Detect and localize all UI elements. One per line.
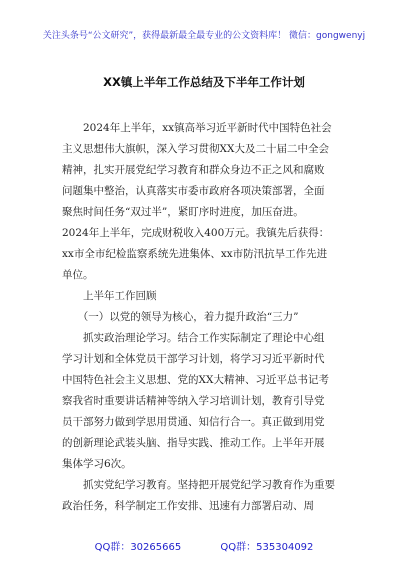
body-line: 中国特色社会主义思想、党的XX大精神、习近平总书记考 xyxy=(62,374,329,386)
document-body xyxy=(62,118,354,517)
body-line: 集体学习6次。 xyxy=(62,458,132,470)
section-heading: 上半年工作回顾 xyxy=(62,290,157,302)
body-line: 员干部努力做到学思用贯通、知信行合一。真正做到用党 xyxy=(62,416,325,428)
body-line: 精神，扎实开展党纪学习教育和群众身边不正之风和腐败 xyxy=(62,164,325,176)
document-title: XX镇上半年工作总结及下半年工作计划 xyxy=(103,75,305,89)
body-line: 抓实政治理论学习。结合工作实际制定了理论中心组 xyxy=(62,332,325,344)
body-line: 抓实党纪学习教育。坚持把开展党纪学习教育作为重要 xyxy=(62,479,335,491)
body-line: xx市全市纪检监察系统先进集体、xx市防汛抗旱工作先进 xyxy=(62,248,328,260)
body-line: 学习计划和全体党员干部学习计划，将学习习近平新时代 xyxy=(62,353,325,365)
body-line: 察我省时重要讲话精神等纳入学习培训计划，教育引导党 xyxy=(62,395,325,407)
body-line: 聚焦时间任务“双过半”，紧盯序时进度，加压奋进。 xyxy=(62,206,304,218)
body-line: 问题集中整治，认真落实市委市政府各项决策部署，全面 xyxy=(62,185,325,197)
footer-qq-group-1: QQ群：30265665 xyxy=(94,542,182,553)
footer-qq-group-2: QQ群：535304092 xyxy=(220,542,314,553)
body-line: 的创新理论武装头脑、指导实践、推动工作。上半年开展 xyxy=(62,437,325,449)
body-line: 政治任务，科学制定工作安排、迅速有力部署启动、周 xyxy=(62,500,314,512)
body-line: 2024年上半年，xx镇高举习近平新时代中国特色社会 xyxy=(62,122,332,134)
body-line: 主义思想伟大旗帜，深入学习贯彻XX大及二十届二中全会 xyxy=(62,143,329,155)
body-line: 2024年上半年，完成财税收入400万元。我镇先后获得： xyxy=(62,227,330,239)
header-banner: 关注头条号“公文研究”，获得最新最全最专业的公文资料库！ 微信：gongwenyj xyxy=(42,31,366,41)
body-line: 单位。 xyxy=(62,269,94,281)
subsection-heading: （一）以党的领导为核心，着力提升政治“三力” xyxy=(62,311,299,323)
footer-contact xyxy=(0,538,408,553)
